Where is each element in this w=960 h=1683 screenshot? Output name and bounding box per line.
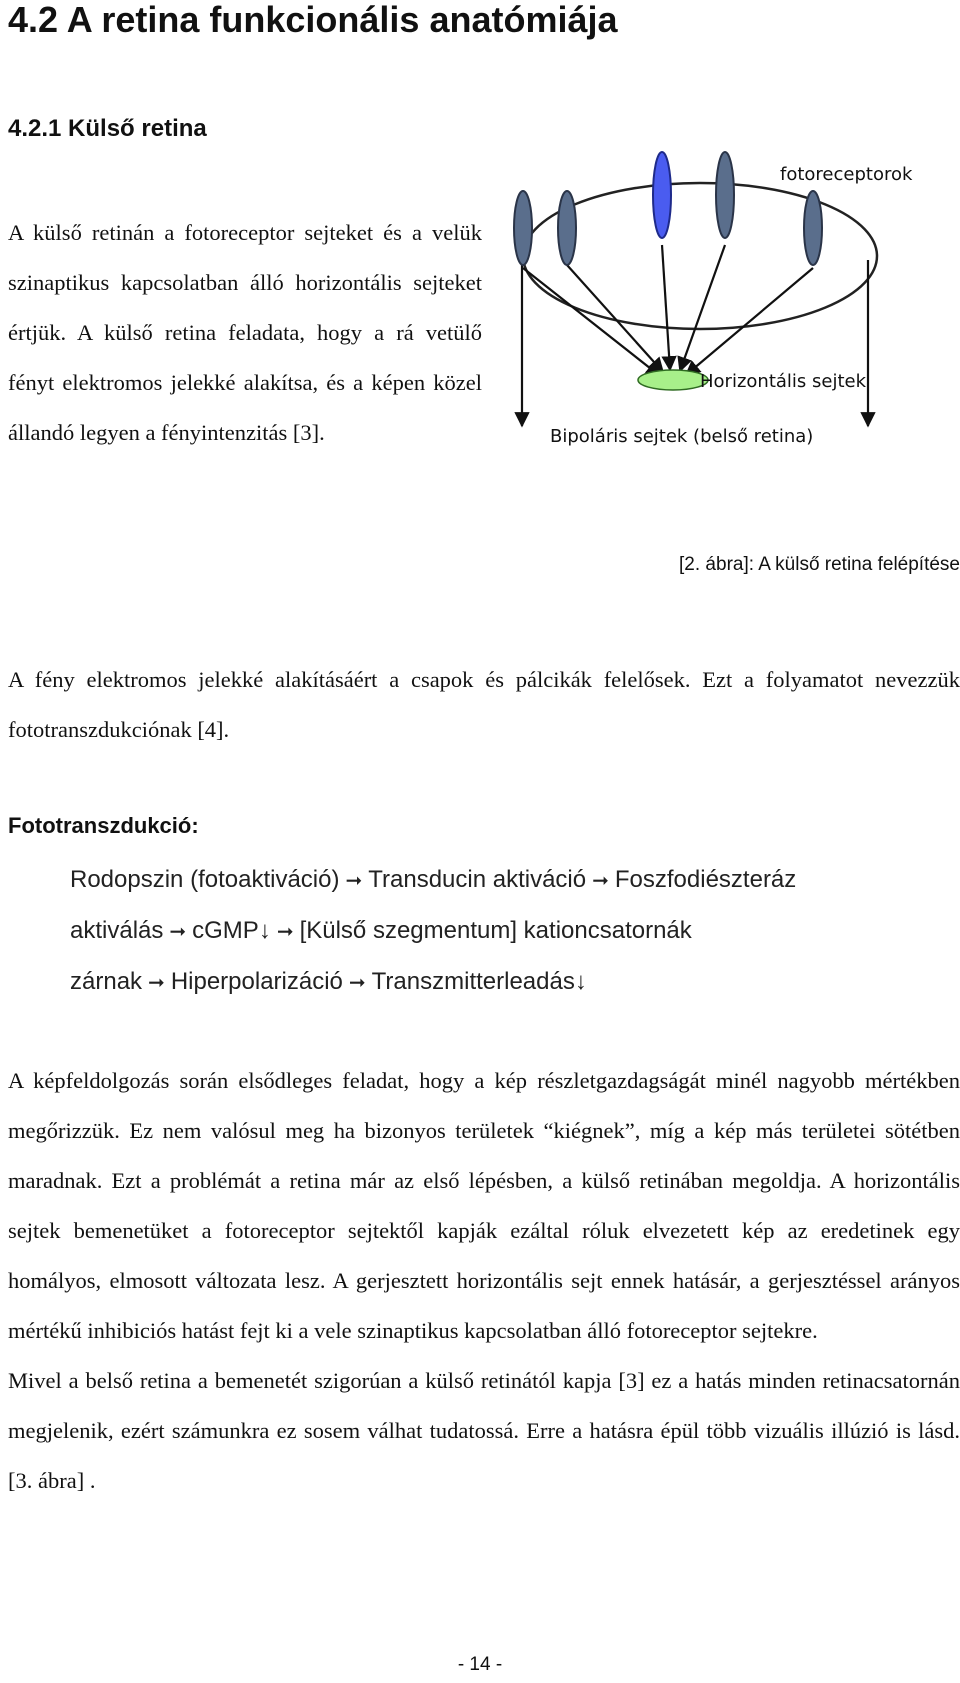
arrow-icon: ➞ (592, 870, 609, 892)
subsection-heading: 4.2.1 Külső retina (8, 115, 207, 142)
page-number: - 14 - (457, 1654, 503, 1675)
horizontal-cell (638, 370, 708, 390)
phototransduction-title: Fototranszdukció: (8, 813, 199, 838)
connection-line-2 (567, 265, 663, 372)
photoreceptor-3 (716, 152, 734, 238)
step-transducin: Transducin aktiváció (368, 866, 587, 893)
paragraph-image-processing: A képfeldolgozás során elsődleges feladat, hogy a kép részletgazdagságát minél nagyobb mértékben megőrizzük. Ez nem valósul meg ha bizonyos területek “kiégnek”, míg a kép más területei sötétben maradnak. Ezt a problémát a retina már az első lépésben, a külső retinában megoldja. A horizontális sejtek bemenetüket a fotoreceptor sejtektől kapják ezáltal róluk elvezetett kép az eredetinek egy homályos, elmosott változata lesz. A gerjesztett horizontális sejt ennek hatásár, a gerjesztéssel arányos mértékű inhibiciós hatást fejt ki a vele szinaptikus kapcsolatban álló fotoreceptor sejtekre. (8, 1068, 960, 1343)
retina-plane-ellipse (523, 183, 877, 329)
outer-retina-figure (510, 150, 960, 495)
connection-line-3 (662, 245, 670, 370)
paragraph-inner-retina: Mivel a belső retina a bemenetét szigorúan a külső retinától kapja [3] ez a hatás minden retinacsatornán megjelenik, ezért számunkra ez sosem válhat tudatossá. Erre a hatásra épül több vizuális illúzió is lásd. [3. ábra] . (8, 1368, 960, 1493)
connection-line-1 (523, 268, 660, 376)
arrow-icon: ➞ (276, 921, 294, 943)
arrow-icon: ➞ (345, 870, 363, 892)
arrow-icon: ➞ (148, 972, 165, 994)
photoreceptor-1 (514, 191, 532, 265)
photoreceptor-2 (558, 191, 576, 265)
step-cgmp: cGMP (192, 917, 259, 944)
label-photoreceptors: fotoreceptorok (780, 164, 913, 185)
label-horizontal-cells: Horizontális sejtek (700, 371, 867, 392)
section-heading: 4.2 A retina funkcionális anatómiája (8, 0, 618, 40)
step-hyperpolarization: Hiperpolarizáció (170, 968, 343, 995)
outer-retina-diagram (510, 150, 960, 495)
intro-paragraph: A külső retinán a fotoreceptor sejteket és a velük szinaptikus kapcsolatban álló horizontális sejteket értjük. A külső retina feladata, hogy a rá vetülő fényt elektromos jelekké alakítsa, és a képen közel állandó legyen a fényintenzitás [3]. (8, 220, 482, 445)
step-rhodopsin: Rodopszin (fotoaktiváció) (70, 866, 340, 893)
step-cation-channels: [Külső szegmentum] kationcsatornák zárnak (70, 917, 692, 995)
label-bipolar-cells: Bipoláris sejtek (belső retina) (550, 426, 814, 447)
arrow-icon: ➞ (169, 921, 187, 943)
phototransduction-cascade (70, 855, 950, 1008)
figure-caption: [2. ábra]: A külső retina felépítése (679, 554, 960, 575)
connection-line-4 (680, 245, 725, 371)
step-transmitter-release: Transzmitterleadás (371, 968, 575, 995)
photoreceptor-4 (804, 191, 822, 265)
arrow-icon: ➞ (348, 972, 366, 994)
body-text (8, 1056, 960, 1506)
photoreceptor-active (653, 152, 671, 238)
down-arrow-icon: ↓ (258, 917, 271, 944)
step-phosphodiesterase: Foszfodiészteráz aktiválás (70, 866, 797, 944)
connection-line-5 (686, 268, 813, 375)
paragraph-phototransduction-intro: A fény elektromos jelekké alakításáért a csapok és pálcikák felelősek. Ezt a folyamatot nevezzük fototranszdukciónak [4]. (8, 667, 960, 742)
down-arrow-icon: ↓ (574, 968, 587, 995)
